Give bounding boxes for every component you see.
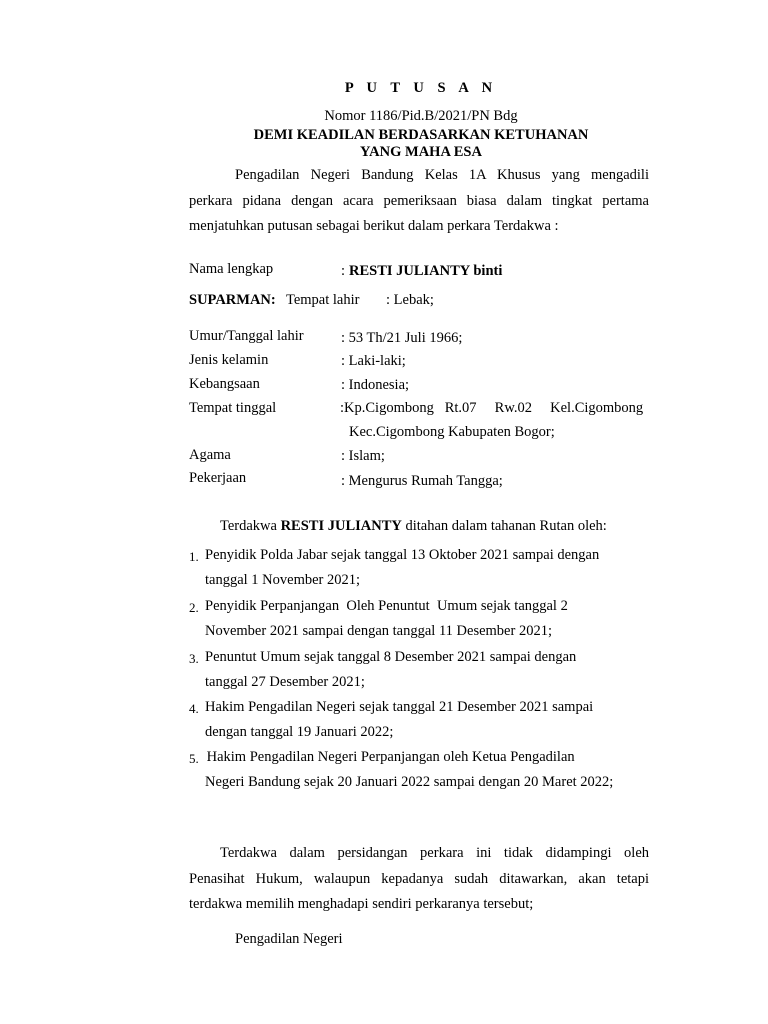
nama-colon: :	[341, 263, 346, 279]
tempat-tinggal-label: Tempat tinggal	[189, 400, 277, 416]
list-item-number: 2.	[189, 600, 199, 615]
jenis-kelamin-value: : Laki-laki;	[341, 353, 406, 369]
nama-value: RESTI JULIANTY binti	[349, 263, 503, 279]
list-item-number: 4.	[189, 701, 199, 716]
detention-lead: Terdakwa RESTI JULIANTY ditahan dalam tahanan Rutan oleh:	[220, 518, 607, 534]
pekerjaan-label: Pekerjaan	[189, 470, 247, 486]
list-item-number: 5.	[189, 751, 199, 766]
nama-label: Nama lengkap	[189, 261, 274, 277]
counsel-line-1: Terdakwa dalam persidangan perkara ini tidak didampingi oleh	[220, 845, 649, 861]
kebangsaan-label: Kebangsaan	[189, 376, 260, 392]
closing-line-1: Pengadilan Negeri	[235, 931, 343, 947]
counsel-line-2: Penasihat Hukum, walaupun kepadanya sudah ditawarkan, akan tetapi	[189, 871, 649, 887]
heading-line-1: DEMI KEADILAN BERDASARKAN KETUHANAN	[253, 127, 589, 143]
intro-line-2: perkara pidana dengan acara pemeriksaan biasa dalam tingkat pertama	[189, 193, 649, 209]
list-item-line-2: November 2021 sampai dengan tanggal 11 Desember 2021;	[205, 623, 552, 639]
list-item-line-2: Negeri Bandung sejak 20 Januari 2022 sampai dengan 20 Maret 2022;	[205, 774, 614, 790]
agama-label: Agama	[189, 447, 231, 463]
list-item-line-1: Penuntut Umum sejak tanggal 8 Desember 2021 sampai dengan	[205, 649, 577, 665]
list-item-line-2: tanggal 1 November 2021;	[205, 572, 361, 588]
list-item-line-2: tanggal 27 Desember 2021;	[205, 674, 365, 690]
kebangsaan-value: : Indonesia;	[341, 377, 410, 393]
list-item-line-1: Penyidik Perpanjangan Oleh Penuntut Umum sejak tanggal 2	[205, 598, 568, 614]
intro-line-3: menjatuhkan putusan sebagai berikut dalam perkara Terdakwa :	[189, 218, 559, 234]
intro-line-1: Pengadilan Negeri Bandung Kelas 1A Khusus yang mengadili	[235, 167, 649, 183]
list-item-number: 3.	[189, 651, 199, 666]
list-item-line-2: dengan tanggal 19 Januari 2022;	[205, 724, 394, 740]
pekerjaan-value: : Mengurus Rumah Tangga;	[341, 473, 503, 489]
case-number: Nomor 1186/Pid.B/2021/PN Bdg	[324, 108, 518, 124]
list-item-line-1: Hakim Pengadilan Negeri Perpanjangan oleh Ketua Pengadilan	[203, 749, 575, 765]
list-item-number: 1.	[189, 549, 199, 564]
agama-value: : Islam;	[341, 448, 385, 464]
tempat-lahir-value: : Lebak;	[386, 292, 434, 308]
list-item-line-1: Penyidik Polda Jabar sejak tanggal 13 Oktober 2021 sampai dengan	[205, 547, 600, 563]
counsel-line-3: terdakwa memilih menghadapi sendiri perkaranya tersebut;	[189, 896, 534, 912]
jenis-kelamin-label: Jenis kelamin	[189, 352, 269, 368]
tempat-tinggal-value-2: Kec.Cigombong Kabupaten Bogor;	[349, 424, 555, 440]
umur-value: : 53 Th/21 Juli 1966;	[341, 330, 463, 346]
document-title: P U T U S A N	[344, 80, 498, 96]
suparman-text: SUPARMAN:	[189, 292, 276, 308]
tempat-tinggal-value-1: :Kp.Cigombong Rt.07 Rw.02 Kel.Cigombong	[340, 400, 644, 416]
umur-label: Umur/Tanggal lahir	[189, 328, 304, 344]
heading-line-2: YANG MAHA ESA	[360, 144, 482, 160]
detention-lead-name: RESTI JULIANTY	[280, 518, 402, 534]
list-item-line-1: Hakim Pengadilan Negeri sejak tanggal 21 Desember 2021 sampai	[205, 699, 594, 715]
tempat-lahir-label: Tempat lahir	[286, 292, 360, 308]
